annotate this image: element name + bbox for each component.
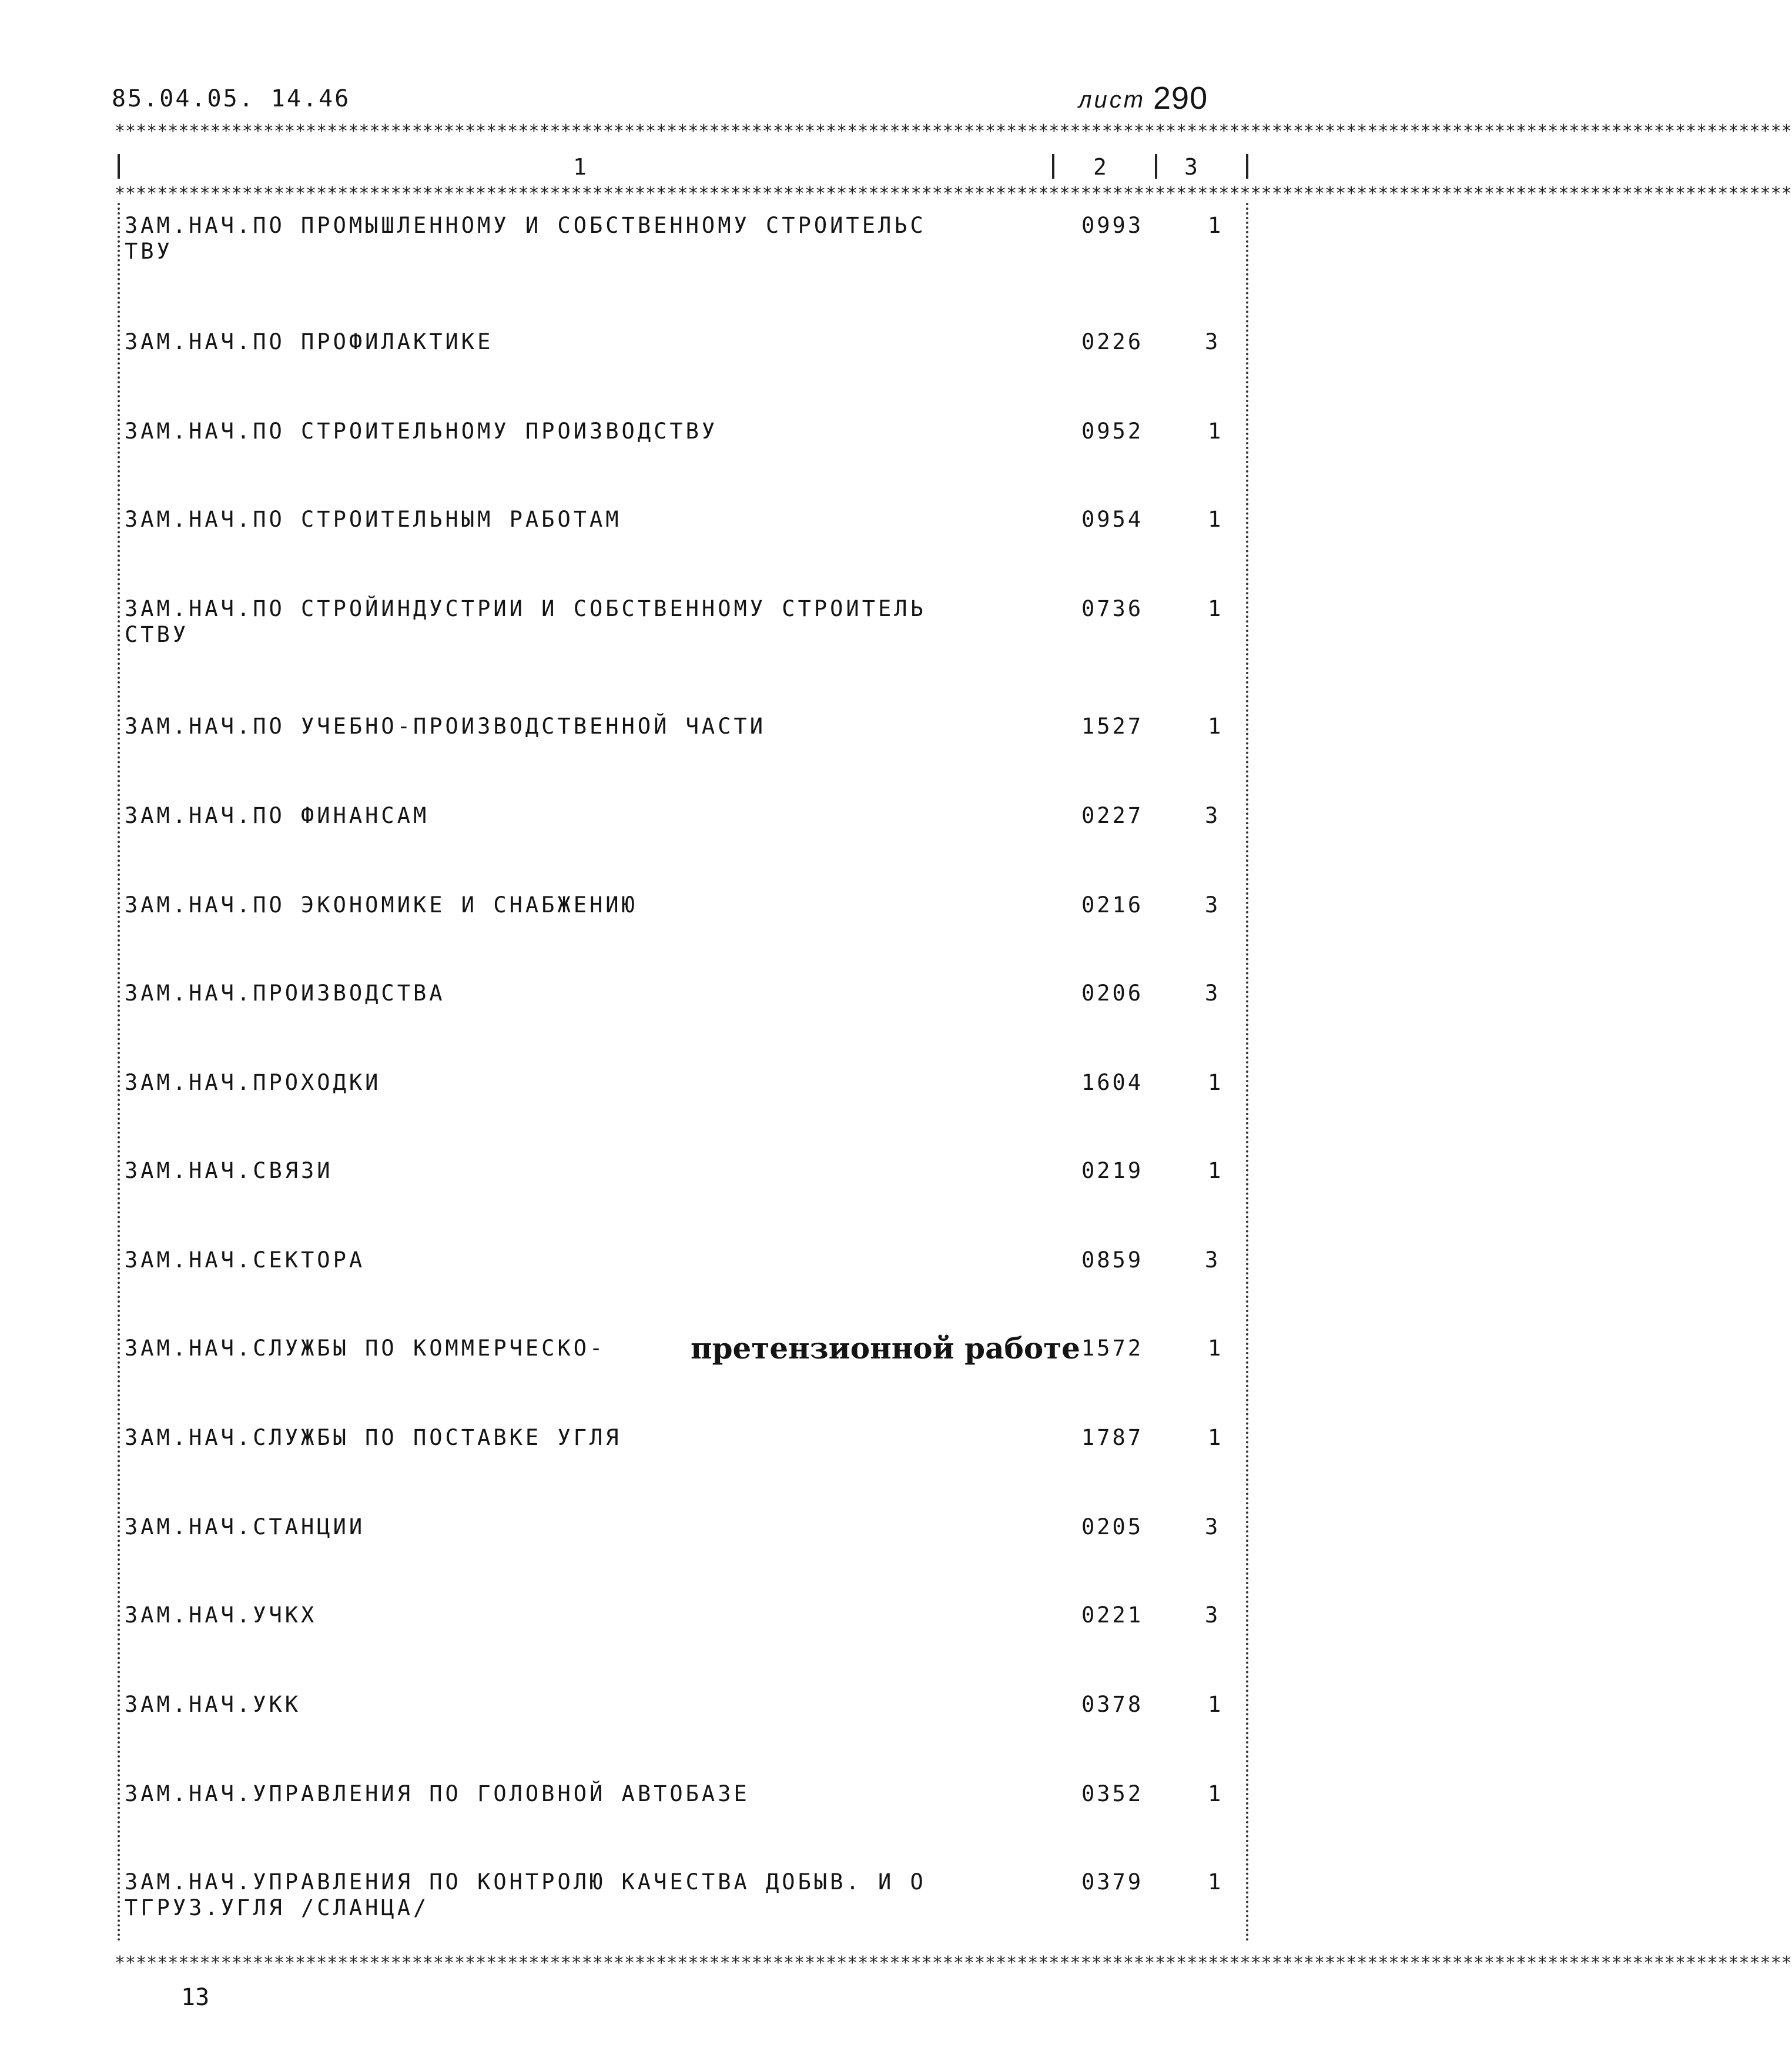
header-divider-2 <box>1052 154 1054 179</box>
row-9-code: 0206 <box>1081 981 1144 1006</box>
row-6-code: 1527 <box>1081 714 1144 739</box>
column-header-1: 1 <box>573 154 587 180</box>
column-header-2: 2 <box>1093 154 1107 180</box>
header-divider-3 <box>1155 154 1157 179</box>
header-border: ************************************************************************************************************************************************************** <box>115 183 1792 204</box>
row-7-code: 0227 <box>1081 803 1144 828</box>
row-5-count: 1 <box>1208 596 1221 621</box>
row-14-code: 1787 <box>1081 1425 1144 1450</box>
row-6-title: ЗАМ.НАЧ.ПО УЧЕБНО-ПРОИЗВОДСТВЕННОЙ ЧАСТИ <box>125 714 766 739</box>
row-17-count: 1 <box>1208 1692 1221 1717</box>
row-8-title: ЗАМ.НАЧ.ПО ЭКОНОМИКЕ И СНАБЖЕНИЮ <box>125 892 638 918</box>
row-10-count: 1 <box>1208 1070 1221 1095</box>
row-13-title <box>125 1336 605 1361</box>
row-2-code: 0226 <box>1081 329 1144 354</box>
row-5-line2: СТВУ <box>125 622 189 647</box>
row-12-title: ЗАМ.НАЧ.СЕКТОРА <box>125 1247 366 1273</box>
row-5-code: 0736 <box>1081 596 1144 621</box>
row-16-count: 3 <box>1205 1602 1218 1628</box>
row-9-count: 3 <box>1205 981 1218 1006</box>
row-11-title: ЗАМ.НАЧ.СВЯЗИ <box>125 1158 333 1183</box>
row-4-code: 0954 <box>1081 507 1144 532</box>
sheet-number: 290 <box>1153 81 1208 116</box>
row-11-count: 1 <box>1208 1158 1221 1183</box>
row-12-code: 0859 <box>1081 1247 1144 1273</box>
row-19-title <box>125 1869 926 1921</box>
row-19-count: 1 <box>1208 1869 1221 1895</box>
row-16-code: 0221 <box>1081 1602 1144 1628</box>
table-right-border <box>1246 203 1248 1943</box>
header-divider-left <box>118 154 120 179</box>
row-10-title: ЗАМ.НАЧ.ПРОХОДКИ <box>125 1070 381 1095</box>
row-1-line2: ТВУ <box>125 239 173 264</box>
row-7-title: ЗАМ.НАЧ.ПО ФИНАНСАМ <box>125 803 430 828</box>
row-5-line1: ЗАМ.НАЧ.ПО СТРОЙИНДУСТРИИ И СОБСТВЕННОМУ СТРОИТЕЛЬ <box>125 596 926 621</box>
row-1-title <box>125 213 926 265</box>
row-12-count: 3 <box>1205 1247 1218 1273</box>
row-1-line1: ЗАМ.НАЧ.ПО ПРОМЫШЛЕННОМУ И СОБСТВЕННОМУ СТРОИТЕЛЬС <box>125 213 926 238</box>
row-18-title: ЗАМ.НАЧ.УПРАВЛЕНИЯ ПО ГОЛОВНОЙ АВТОБАЗЕ <box>125 1781 750 1806</box>
row-14-title: ЗАМ.НАЧ.СЛУЖБЫ ПО ПОСТАВКЕ УГЛЯ <box>125 1425 622 1450</box>
row-2-count: 3 <box>1205 329 1218 354</box>
sheet-label: лист <box>1078 87 1146 113</box>
row-4-count: 1 <box>1208 507 1221 532</box>
row-13-count: 1 <box>1208 1336 1221 1361</box>
header-divider-right <box>1246 154 1248 179</box>
row-19-line1: ЗАМ.НАЧ.УПРАВЛЕНИЯ ПО КОНТРОЛЮ КАЧЕСТВА ДОБЫВ. И О <box>125 1869 926 1895</box>
row-5-title <box>125 596 926 648</box>
row-19-code: 0379 <box>1081 1869 1144 1895</box>
page-number: 13 <box>181 1984 210 2011</box>
row-8-code: 0216 <box>1081 892 1144 918</box>
table-left-border <box>118 203 120 1943</box>
row-13-code: 1572 <box>1081 1336 1144 1361</box>
print-timestamp: 85.04.05. 14.46 <box>112 85 351 112</box>
column-header-3: 3 <box>1184 154 1198 180</box>
row-3-code: 0952 <box>1081 419 1144 444</box>
bottom-border: ************************************************************************************************************************************************************** <box>115 1953 1792 1973</box>
row-7-count: 3 <box>1205 803 1218 828</box>
row-17-title: ЗАМ.НАЧ.УКК <box>125 1692 302 1717</box>
row-15-title: ЗАМ.НАЧ.СТАНЦИИ <box>125 1514 366 1540</box>
row-1-code: 0993 <box>1081 213 1144 238</box>
top-border: ************************************************************************************************************************************************************** <box>115 121 1792 142</box>
row-1-count: 1 <box>1208 213 1221 238</box>
row-13-line1: ЗАМ.НАЧ.СЛУЖБЫ ПО КОММЕРЧЕСКО- <box>125 1336 606 1361</box>
row-18-code: 0352 <box>1081 1781 1144 1806</box>
row-14-count: 1 <box>1208 1425 1221 1450</box>
row-8-count: 3 <box>1205 892 1218 918</box>
row-15-count: 3 <box>1205 1514 1218 1540</box>
row-2-title: ЗАМ.НАЧ.ПО ПРОФИЛАКТИКЕ <box>125 329 494 354</box>
row-6-count: 1 <box>1208 714 1221 739</box>
row-17-code: 0378 <box>1081 1692 1144 1717</box>
row-16-title: ЗАМ.НАЧ.УЧКХ <box>125 1602 317 1628</box>
row-4-title: ЗАМ.НАЧ.ПО СТРОИТЕЛЬНЫМ РАБОТАМ <box>125 507 622 532</box>
row-3-count: 1 <box>1208 419 1221 444</box>
row-9-title: ЗАМ.НАЧ.ПРОИЗВОДСТВА <box>125 981 446 1006</box>
row-11-code: 0219 <box>1081 1158 1144 1183</box>
row-18-count: 1 <box>1208 1781 1221 1806</box>
row-19-line2: ТГРУЗ.УГЛЯ /СЛАНЦА/ <box>125 1895 430 1920</box>
row-13-handwritten-addition: претензионной работе <box>691 1331 1080 1366</box>
row-15-code: 0205 <box>1081 1514 1144 1540</box>
row-10-code: 1604 <box>1081 1070 1144 1095</box>
row-3-title: ЗАМ.НАЧ.ПО СТРОИТЕЛЬНОМУ ПРОИЗВОДСТВУ <box>125 419 718 444</box>
